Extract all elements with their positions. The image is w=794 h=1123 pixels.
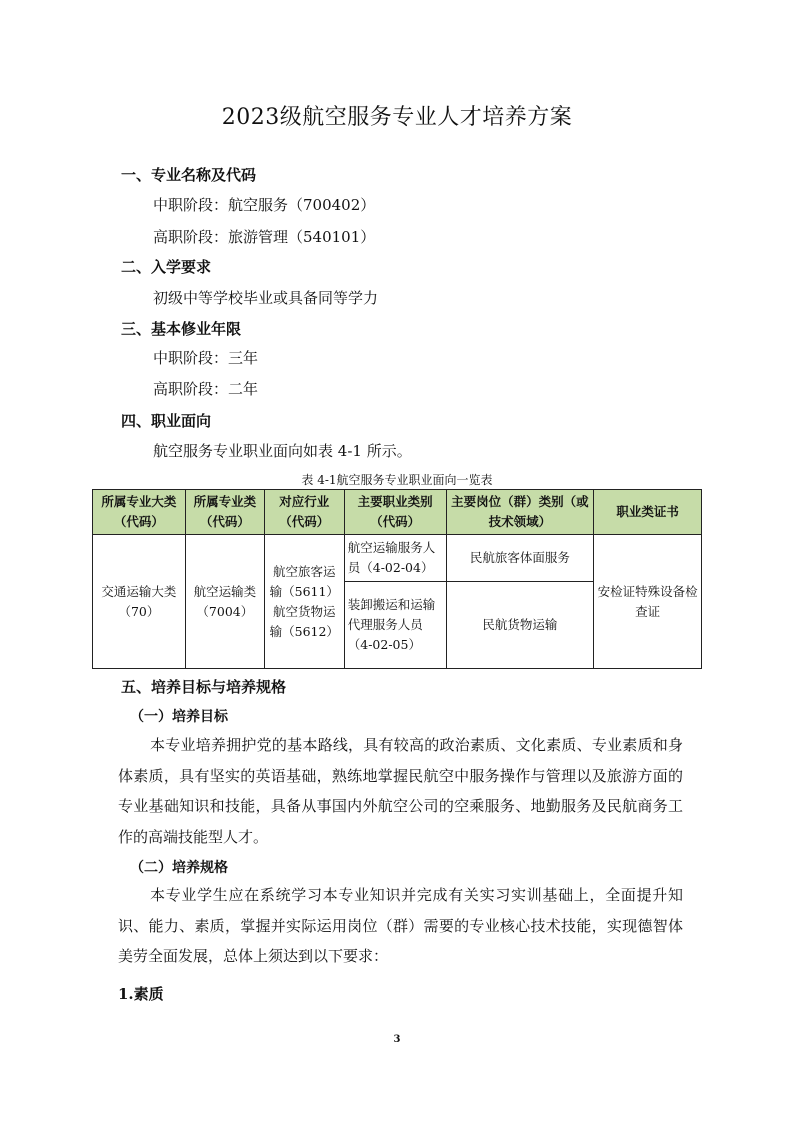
col-header-major-category: 所属专业大类（代码） (93, 490, 186, 535)
col-header-major-class: 所属专业类（代码） (185, 490, 264, 535)
section-heading-goals: 五、培养目标与培养规格 (121, 678, 287, 696)
page-number: 3 (393, 1034, 401, 1045)
section-heading-duration: 三、基本修业年限 (121, 320, 242, 338)
subheading-training-goal: （一）培养目标 (130, 709, 228, 725)
section-heading-career: 四、职业面向 (121, 412, 212, 430)
col-header-certificate: 职业类证书 (594, 490, 702, 535)
table-caption: 表 4-1航空服务专业职业面向一览表 (301, 473, 493, 487)
admission-requirement: 初级中等学校毕业或具备同等学力 (153, 289, 379, 307)
cell-post-2: 民航货物运输 (446, 582, 594, 669)
secondary-stage-duration: 中职阶段：三年 (153, 349, 259, 367)
secondary-stage-major: 中职阶段：航空服务（700402） (153, 196, 376, 214)
col-header-job-category: 主要职业类别（代码） (344, 490, 446, 535)
paragraph-text: 本专业学生应在系统学习本专业知识并完成有关实习实训基础上，全面提升知识、能力、素质，掌握并实际运用岗位（群）需要的专业核心技术技能，实现德智体美劳全面发展，总体上须达到以下要求： (118, 886, 683, 965)
cell-industry: 航空旅客运输（5611）航空货物运输（5612） (264, 535, 344, 669)
paragraph-text: 本专业培养拥护党的基本路线，具有较高的政治素质、文化素质、专业素质和身体素质，具有坚实的英语基础，熟练地掌握民航空中服务操作与管理以及旅游方面的专业基础知识和技能，具备从事国内外航空公司的空乘服务、地勤服务及民航商务工作的高端技能型人才。 (118, 736, 683, 846)
cell-major-category: 交通运输大类（70） (93, 535, 186, 669)
col-header-industry: 对应行业（代码） (264, 490, 344, 535)
cell-certificate: 安检证特殊设备检查证 (594, 535, 702, 669)
paragraph-training-spec (118, 880, 683, 972)
cell-job-2: 装卸搬运和运输代理服务人员（4-02-05） (344, 582, 446, 669)
section-heading-name-code: 一、专业名称及代码 (121, 166, 257, 184)
higher-stage-duration: 高职阶段：二年 (153, 380, 259, 398)
table-row (93, 535, 702, 582)
higher-stage-major: 高职阶段：旅游管理（540101） (153, 228, 376, 246)
cell-major-class: 航空运输类（7004） (185, 535, 264, 669)
cell-post-1: 民航旅客体面服务 (446, 535, 594, 582)
career-table (92, 489, 702, 669)
cell-job-1: 航空运输服务人员（4-02-04） (344, 535, 446, 582)
col-header-post-category: 主要岗位（群）类别（或技术领域） (446, 490, 594, 535)
table-header-row (93, 490, 702, 535)
career-intro: 航空服务专业职业面向如表 4-1 所示。 (153, 442, 412, 460)
document-title: 2023级航空服务专业人才培养方案 (221, 105, 573, 130)
section-heading-admission: 二、入学要求 (121, 258, 212, 276)
paragraph-training-goal (118, 730, 683, 852)
subheading-training-spec: （二）培养规格 (130, 860, 228, 876)
subheading-quality: 1.素质 (118, 985, 164, 1003)
